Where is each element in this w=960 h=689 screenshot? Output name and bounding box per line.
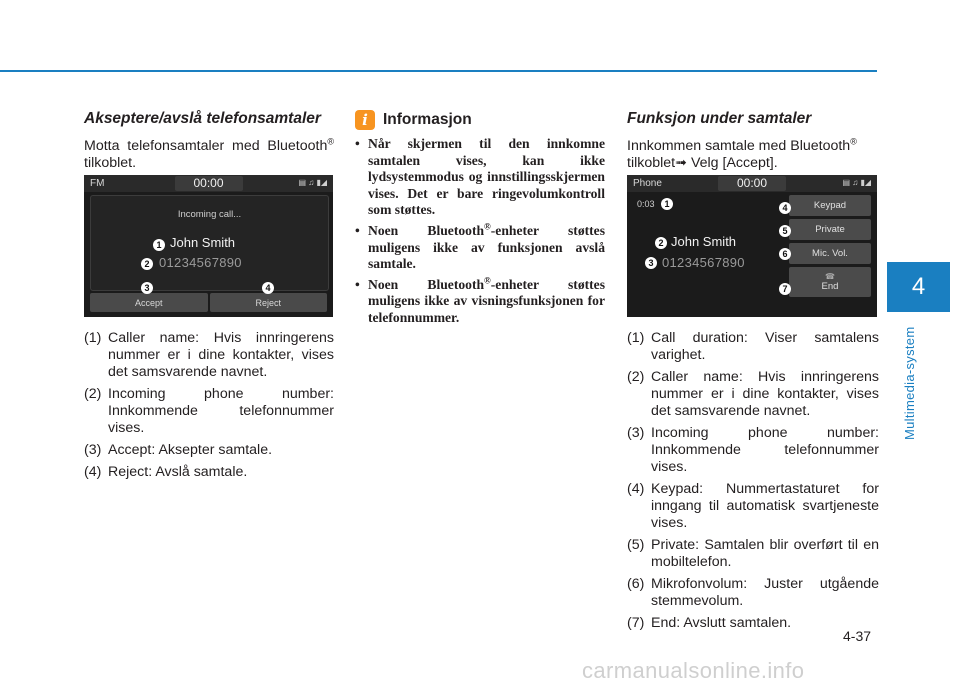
badge-5: 5 bbox=[779, 225, 791, 237]
section-heading: Akseptere/avslå telefonsamtaler bbox=[84, 110, 321, 127]
end-button[interactable] bbox=[789, 267, 871, 297]
list-item: (3) Accept: Aksepter samtale. bbox=[84, 442, 273, 458]
list-item: (6) Mikrofonvolum: Juster utgående stemmevolum. bbox=[627, 576, 879, 609]
badge-4: 4 bbox=[779, 202, 791, 214]
info-title: Informasjon bbox=[383, 111, 472, 128]
badge-7: 7 bbox=[779, 283, 791, 295]
badge-1: 1 bbox=[153, 239, 165, 251]
intro-text: Innkommen samtale med Bluetooth® tilkoblet➟ Velg [Accept]. bbox=[627, 136, 857, 171]
list-item: (2) Caller name: Hvis innringerens nummer er i dine kontakter, vises det samsvarende navnet. bbox=[627, 369, 879, 419]
clock: 00:00 bbox=[175, 176, 243, 191]
incoming-panel bbox=[90, 195, 329, 291]
info-header bbox=[355, 110, 605, 130]
watermark: carmanualsonline.info bbox=[582, 658, 805, 683]
intro-text: Motta telefonsamtaler med Bluetooth® tilkoblet. bbox=[84, 136, 334, 171]
list-item: • Når skjermen til den innkomne samtalen vises, kan ikke lydsystemmodus og innstillingsskjermen vises. Det er bare ringevolumkontroll som støttes. bbox=[355, 136, 605, 218]
private-button[interactable]: Private bbox=[789, 219, 871, 240]
status-icons: ▤ ♫ ▮◢ bbox=[298, 178, 327, 187]
legend-list-1 bbox=[84, 330, 334, 486]
badge-2: 2 bbox=[141, 258, 153, 270]
accept-button[interactable]: Accept bbox=[90, 293, 208, 312]
status-bar bbox=[84, 175, 333, 192]
column-information bbox=[355, 110, 605, 331]
source-label: Phone bbox=[633, 178, 662, 189]
caller-name: John Smith bbox=[170, 235, 236, 250]
source-label: FM bbox=[90, 178, 105, 189]
info-bullets bbox=[355, 136, 605, 327]
clock: 00:00 bbox=[718, 176, 786, 191]
list-item: (3) Incoming phone number: Innkommende telefonnummer vises. bbox=[627, 425, 879, 475]
mic-volume-button[interactable]: Mic. Vol. bbox=[789, 243, 871, 264]
status-icons: ▤ ♫ ▮◢ bbox=[842, 178, 871, 187]
page-number: 4-37 bbox=[843, 628, 872, 644]
arrow-icon: ➟ bbox=[675, 155, 687, 171]
in-call-screen bbox=[627, 175, 877, 317]
reject-button[interactable]: Reject bbox=[210, 293, 328, 312]
side-label: Multimedia-system bbox=[902, 326, 917, 440]
list-item: (1) Call duration: Viser samtalens varighet. bbox=[627, 330, 879, 363]
list-item: (7) End: Avslutt samtalen. bbox=[627, 615, 792, 631]
column-in-call bbox=[627, 110, 879, 172]
badge-4: 4 bbox=[262, 282, 274, 294]
incoming-call-screen bbox=[84, 175, 333, 317]
list-item: (5) Private: Samtalen blir overført til en mobiltelefon. bbox=[627, 537, 879, 570]
call-actions bbox=[90, 293, 327, 312]
badge-1: 1 bbox=[661, 198, 673, 210]
list-item: (2) Incoming phone number: Innkommende telefonnummer vises. bbox=[84, 386, 334, 436]
list-item: • Noen Bluetooth®-enheter støttes muligens ikke av funksjonen avslå samtale. bbox=[355, 221, 605, 272]
chapter-tab: 4 bbox=[887, 262, 950, 312]
caller-number: 01234567890 bbox=[159, 255, 242, 270]
phone-icon: ☎ bbox=[825, 272, 835, 281]
badge-2: 2 bbox=[655, 237, 667, 249]
badge-3: 3 bbox=[141, 282, 153, 294]
call-duration: 0:03 bbox=[637, 199, 655, 209]
caller-name: John Smith bbox=[671, 234, 737, 249]
incoming-label: Incoming call... bbox=[177, 209, 242, 220]
badge-6: 6 bbox=[779, 248, 791, 260]
call-menu bbox=[789, 195, 871, 300]
list-item: (4) Reject: Avslå samtale. bbox=[84, 464, 248, 480]
status-bar bbox=[627, 175, 877, 192]
section-heading: Funksjon under samtaler bbox=[627, 110, 812, 127]
keypad-button[interactable]: Keypad bbox=[789, 195, 871, 216]
column-accept-reject bbox=[84, 110, 334, 172]
info-icon: i bbox=[355, 110, 375, 130]
legend-list-2 bbox=[627, 330, 879, 637]
list-item: • Noen Bluetooth®-enheter støttes muligens ikke av visningsfunksjonen for telefonnummer. bbox=[355, 275, 605, 325]
list-item: (4) Keypad: Nummertastaturet for inngang til automatisk svartjeneste vises. bbox=[627, 481, 879, 531]
header-rule bbox=[0, 70, 877, 72]
list-item: (1) Caller name: Hvis innringerens nummer er i dine kontakter, vises det samsvarende navnet. bbox=[84, 330, 334, 380]
end-label: End bbox=[821, 281, 839, 292]
caller-number: 01234567890 bbox=[662, 255, 745, 270]
badge-3: 3 bbox=[645, 257, 657, 269]
